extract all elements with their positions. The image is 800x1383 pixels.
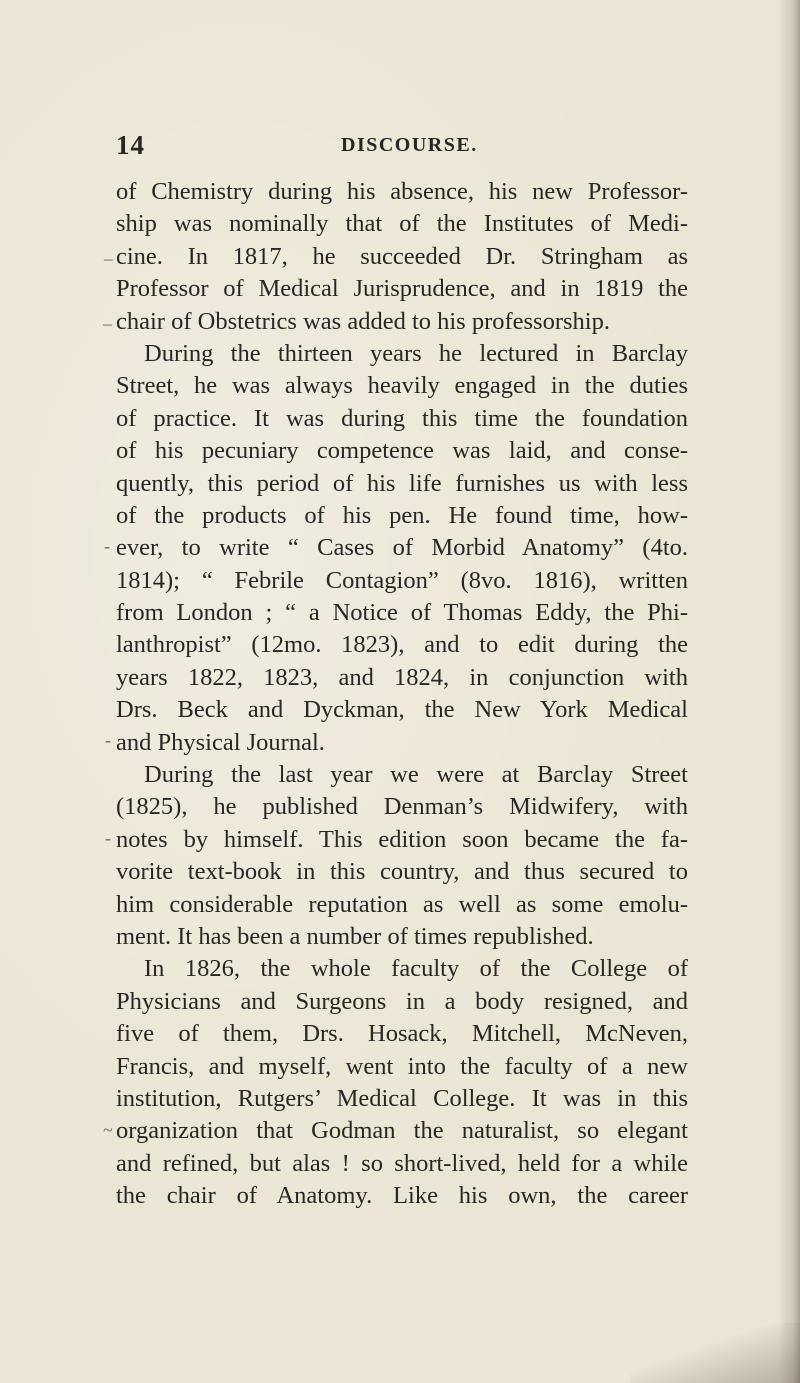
text-line: vorite text-book in this country, and thus secured to bbox=[116, 858, 688, 886]
text-line: of Chemistry during his absence, his new Professor- bbox=[116, 178, 688, 205]
text-line: of his pecuniary competence was laid, and conse- bbox=[116, 437, 688, 465]
page-number: 14 bbox=[116, 130, 145, 160]
margin-mark: - bbox=[105, 730, 111, 750]
text-line: Street, he was always heavily engaged in the duties bbox=[116, 372, 688, 400]
text-line: organization that Godman the naturalist, so elegant bbox=[116, 1117, 688, 1145]
text-line: In 1826, the whole faculty of the College of bbox=[144, 955, 688, 983]
text-line: of the products of his pen. He found time, how- bbox=[116, 501, 688, 529]
margin-mark: _ bbox=[103, 307, 112, 327]
text-line: Francis, and myself, went into the faculty of a new bbox=[116, 1052, 688, 1080]
text-line: ment. It has been a number of times republished. bbox=[116, 922, 594, 950]
margin-mark: _ bbox=[104, 242, 113, 262]
margin-mark: ~ bbox=[103, 1120, 113, 1140]
page-corner-shadow bbox=[630, 1323, 800, 1383]
text-line: years 1822, 1823, and 1824, in conjunction with bbox=[116, 663, 688, 691]
text-line: five of them, Drs. Hosack, Mitchell, McNeven, bbox=[116, 1020, 688, 1048]
text-line: from London ; “ a Notice of Thomas Eddy, the Phi- bbox=[116, 599, 688, 627]
body-text bbox=[116, 176, 688, 1213]
text-line: During the last year we were at Barclay Street bbox=[144, 761, 688, 789]
text-line: Drs. Beck and Dyckman, the New York Medical bbox=[116, 696, 688, 724]
text-line: lanthropist” (12mo. 1823), and to edit during the bbox=[116, 631, 688, 659]
page-edge-shadow bbox=[778, 0, 800, 1383]
margin-mark: - bbox=[104, 536, 110, 556]
text-line: During the thirteen years he lectured in Barclay bbox=[144, 339, 688, 367]
text-line: ship was nominally that of the Institutes of Medi- bbox=[116, 210, 688, 238]
text-line: (1825), he published Denman’s Midwifery, with bbox=[116, 793, 688, 821]
text-line: notes by himself. This edition soon became the fa- bbox=[116, 825, 688, 853]
text-line: Professor of Medical Jurisprudence, and in 1819 the bbox=[116, 275, 688, 303]
text-line: 1814); “ Febrile Contagion” (8vo. 1816), written bbox=[116, 566, 688, 594]
page-header bbox=[116, 130, 686, 160]
text-line: and Physical Journal. bbox=[116, 728, 325, 756]
text-line: the chair of Anatomy. Like his own, the career bbox=[116, 1182, 688, 1210]
running-head: DISCOURSE. bbox=[341, 134, 478, 156]
margin-mark: - bbox=[105, 828, 111, 848]
text-line: cine. In 1817, he succeeded Dr. Stringham as bbox=[116, 242, 688, 270]
text-line: Physicians and Surgeons in a body resigned, and bbox=[116, 987, 688, 1015]
text-line: chair of Obstetrics was added to his professorship. bbox=[116, 307, 610, 335]
text-line: of practice. It was during this time the foundation bbox=[116, 404, 688, 432]
text-line: and refined, but alas ! so short-lived, held for a while bbox=[116, 1149, 688, 1177]
text-line: ever, to write “ Cases of Morbid Anatomy” (4to. bbox=[116, 534, 688, 562]
text-line: quently, this period of his life furnishes us with less bbox=[116, 469, 688, 497]
text-line: him considerable reputation as well as some emolu- bbox=[116, 890, 688, 918]
text-line: institution, Rutgers’ Medical College. It was in this bbox=[116, 1084, 688, 1112]
